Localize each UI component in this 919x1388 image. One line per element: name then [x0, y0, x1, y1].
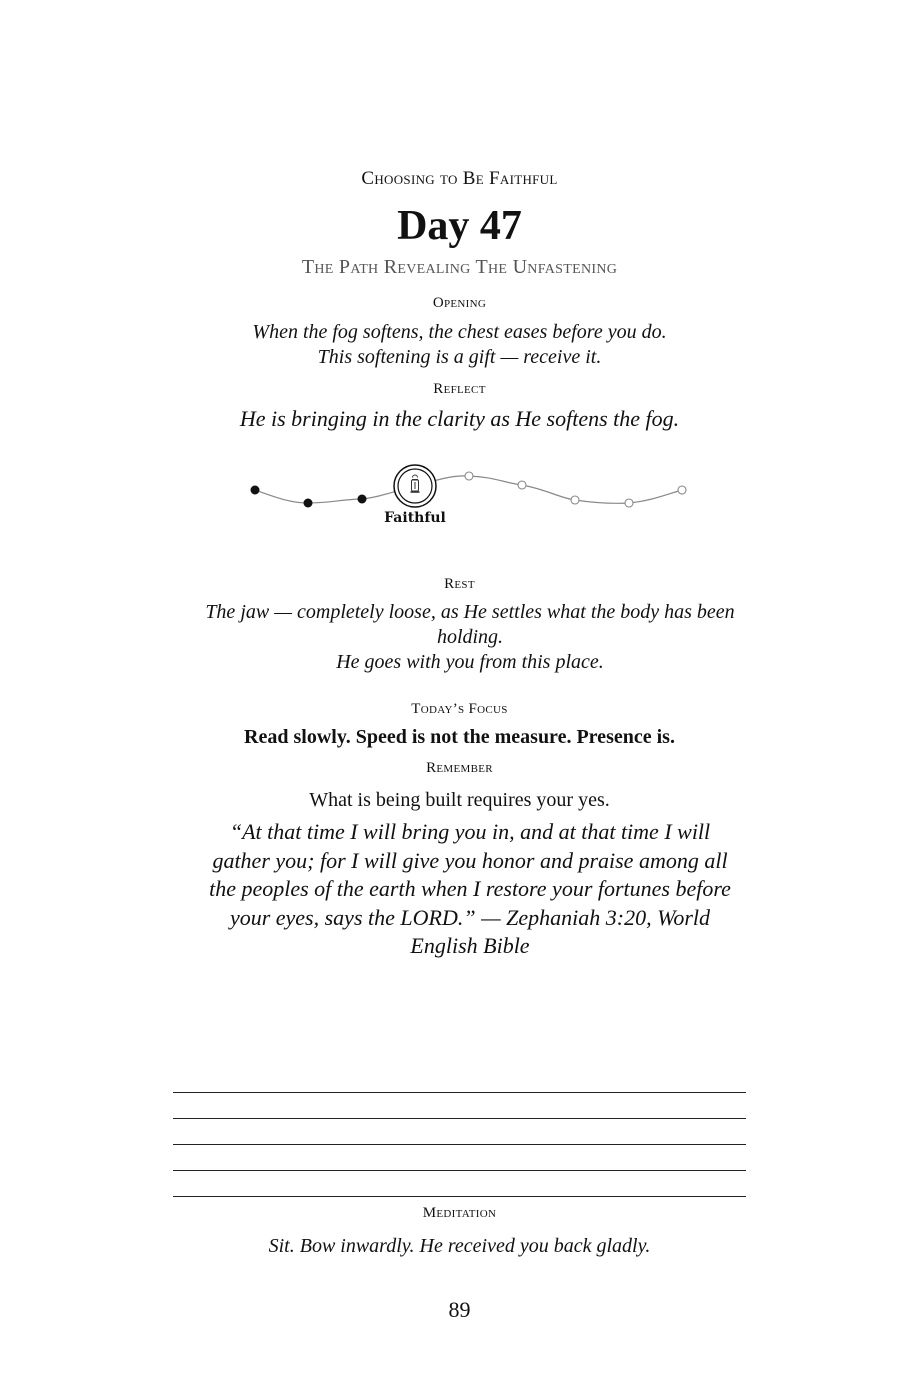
upcoming-step-dot	[571, 496, 579, 504]
journal-line[interactable]	[173, 1144, 746, 1145]
upcoming-step-dot	[678, 486, 686, 494]
series-title: Choosing to Be Faithful	[361, 168, 558, 189]
completed-step-dot	[251, 486, 260, 495]
journal-line[interactable]	[173, 1170, 746, 1171]
completed-step-dot	[304, 499, 313, 508]
reflect-text: He is bringing in the clarity as He softens the fog.	[239, 406, 680, 431]
completed-step-dot	[358, 495, 367, 504]
meditation-label: Meditation	[422, 1205, 497, 1221]
remember-label: Remember	[426, 760, 493, 776]
focus-label: Today’s Focus	[411, 701, 508, 717]
rest-line: He goes with you from this place.	[336, 651, 604, 673]
rest-text	[180, 600, 760, 675]
scripture-verse: “At that time I will bring you in, and at that time I will gather you; for I will give you honor and praise among all the peoples of the earth when I restore your fortunes before your eyes, says the LORD.” — Zephaniah 3:20, World English Bible	[209, 819, 731, 958]
journey-path	[0, 455, 919, 535]
current-step-label: Faithful	[384, 510, 446, 526]
day-subtitle: The Path Revealing The Unfastening	[301, 256, 618, 278]
opening-label: Opening	[432, 295, 487, 311]
reflect-label: Reflect	[433, 381, 486, 397]
journey-steps	[251, 472, 687, 508]
rest-line: The jaw — completely loose, as He settles what the body has been holding.	[205, 601, 735, 648]
page-number: 89	[448, 1297, 471, 1322]
day-title: Day 47	[397, 203, 522, 249]
opening-line: This softening is a gift — receive it.	[317, 346, 602, 368]
journal-line[interactable]	[173, 1196, 746, 1197]
focus-text: Read slowly. Speed is not the measure. Presence is.	[244, 726, 675, 748]
opening-line: When the fog softens, the chest eases before you do.	[252, 321, 667, 343]
upcoming-step-dot	[518, 481, 526, 489]
current-step-marker	[394, 465, 436, 507]
opening-text	[0, 320, 919, 370]
rest-label: Rest	[444, 576, 475, 592]
upcoming-step-dot	[465, 472, 473, 480]
remember-text: What is being built requires your yes.	[309, 789, 610, 811]
journal-line[interactable]	[173, 1118, 746, 1119]
meditation-text: Sit. Bow inwardly. He received you back gladly.	[268, 1235, 651, 1257]
journal-line[interactable]	[173, 1092, 746, 1093]
upcoming-step-dot	[625, 499, 633, 507]
